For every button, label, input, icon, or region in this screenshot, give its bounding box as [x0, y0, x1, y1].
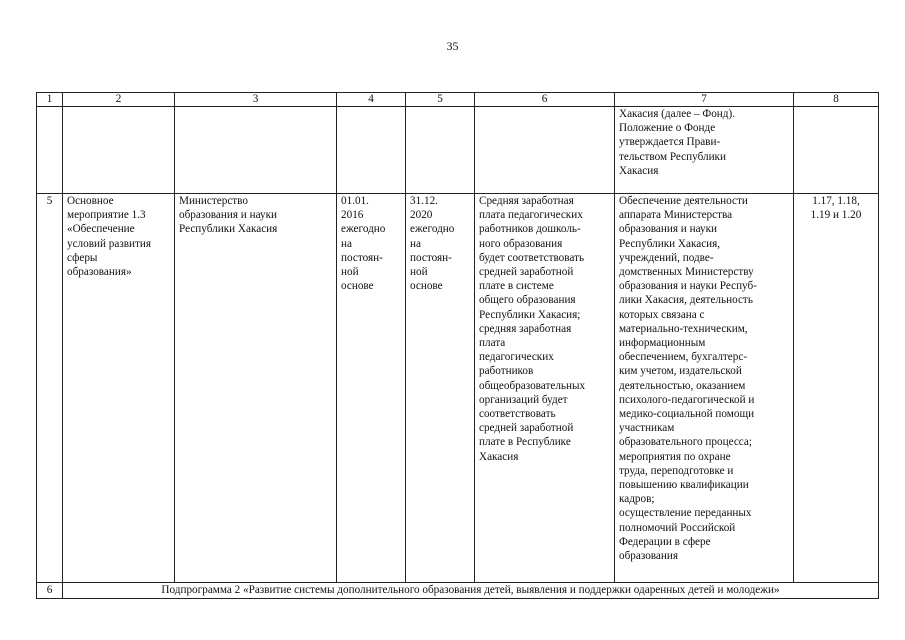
table-cell: [615, 107, 794, 194]
header-cell: 6: [475, 93, 615, 107]
result-cell: [475, 194, 615, 583]
executor-name: Министерство образования и науки Республики Хакасия: [179, 195, 278, 236]
header-row: [37, 93, 879, 107]
table-cell: [63, 107, 175, 194]
table-cell: [406, 107, 475, 194]
table-cell: [37, 107, 63, 194]
table-row-6: [37, 583, 879, 599]
row-number: 5: [46, 195, 53, 207]
expected-result: Средняя заработная плата педагогических работников дошколь- ного образования будет соответствовать средней заработной плате в системе общего образования Республики Хакасия; средняя заработная плата педагогических работников общеобразовательных организаций будет соответствовать средней заработной плате в Республике Хакасия: [479, 195, 586, 463]
row-number-cell: [37, 194, 63, 583]
continuation-row: [37, 107, 879, 194]
measure-cell: [63, 194, 175, 583]
end-date-cell: [406, 194, 475, 583]
row-number: 6: [46, 584, 53, 596]
header-cell: 7: [615, 93, 794, 107]
header-cell: 5: [406, 93, 475, 107]
subprogram-title: Подпрограмма 2 «Развитие системы дополнительного образования детей, выявления и поддержки одаренных детей и молодежи»: [161, 584, 780, 596]
header-cell: 8: [794, 93, 879, 107]
program-table: [36, 92, 879, 599]
end-date: 31.12. 2020 ежегодно на постоян- ной основе: [410, 195, 455, 293]
page-number: 35: [446, 39, 459, 53]
header-cell: 2: [63, 93, 175, 107]
subprogram-title-cell: [63, 583, 879, 599]
header-cell: 1: [37, 93, 63, 107]
executor-cell: [175, 194, 337, 583]
row-number-cell: [37, 583, 63, 599]
table-cell: [475, 107, 615, 194]
header-cell: 3: [175, 93, 337, 107]
indicators: 1.17, 1.18, 1.19 и 1.20: [810, 195, 862, 222]
table-cell: [794, 107, 879, 194]
table-cell: [175, 107, 337, 194]
measure-content: Обеспечение деятельности аппарата Министерства образования и науки Республики Хакасия, учреждений, подве- домственных Министерству образования и науки Респуб- лики Хакасия, деятельность которых связана с материально-техническим, информационным обеспечением, бухгалтерс- ким учетом, издательской деятельностью, оказанием психолого-педагогической и медико-социальной помощи участникам образовательного процесса; мероприятия по охране труда, переподготовке и повышению квалификации кадров; осуществление переданных полномочий Российской Федерации в сфере образования: [619, 195, 757, 563]
continuation-content-text: Хакасия (далее – Фонд). Положение о Фонде утверждается Прави- тельством Республики Хакасия: [619, 108, 735, 177]
start-date: 01.01. 2016 ежегодно на постоян- ной основе: [341, 195, 386, 293]
header-cell: 4: [337, 93, 406, 107]
table-row-5: [37, 194, 879, 583]
table-cell: [337, 107, 406, 194]
measure-name: Основное мероприятие 1.3 «Обеспечение условий развития сферы образования»: [67, 195, 152, 279]
indicators-cell: [794, 194, 879, 583]
start-date-cell: [337, 194, 406, 583]
content-cell: [615, 194, 794, 583]
